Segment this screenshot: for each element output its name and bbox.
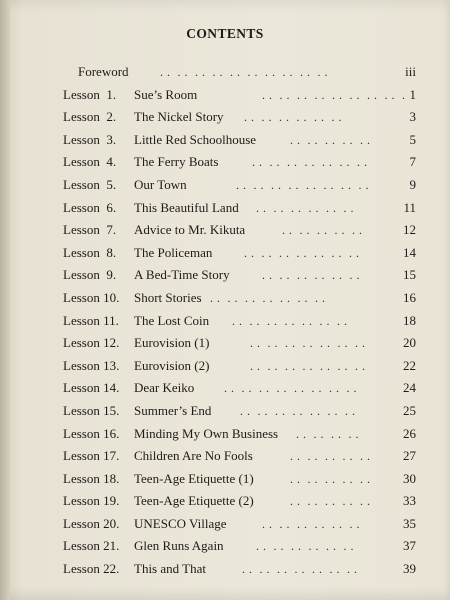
toc-entry-lesson bbox=[0, 151, 450, 174]
lesson-title: Children Are No Fools bbox=[134, 448, 253, 464]
dot-leader: . . . . . . . . . . . . bbox=[244, 110, 342, 125]
lesson-number: Lesson 19. bbox=[63, 493, 120, 509]
dot-leader: . . . . . . . . . . bbox=[290, 132, 371, 147]
lesson-title: Teen-Age Etiquette (2) bbox=[134, 493, 254, 509]
dot-leader: . . . . . . . . . . . . . . . . bbox=[224, 381, 357, 396]
page-number: 5 bbox=[409, 131, 416, 147]
page-number: 15 bbox=[403, 267, 416, 283]
lesson-number: Lesson 5. bbox=[63, 176, 117, 192]
toc-entry-lesson bbox=[0, 310, 450, 333]
dot-leader: . . . . . . . . bbox=[296, 426, 359, 441]
page-number: 20 bbox=[403, 335, 416, 351]
toc-entry-lesson bbox=[0, 355, 450, 378]
toc-entry-lesson bbox=[0, 264, 450, 287]
page-number: 1 bbox=[409, 86, 416, 102]
page-number: 25 bbox=[403, 402, 416, 418]
lesson-title: Eurovision (1) bbox=[134, 335, 210, 351]
lesson-title: The Ferry Boats bbox=[134, 154, 219, 170]
lesson-number: Lesson 7. bbox=[63, 222, 117, 238]
dot-leader: . . . . . . . . . . . . . . bbox=[242, 562, 358, 577]
page-number: 22 bbox=[403, 357, 416, 373]
lesson-number: Lesson 11. bbox=[63, 312, 119, 328]
page-number: 9 bbox=[409, 176, 416, 192]
dot-leader: . . . . . . . . . . . . . . . . bbox=[236, 177, 369, 192]
lesson-title: This and That bbox=[134, 561, 206, 577]
lesson-title: Glen Runs Again bbox=[134, 538, 224, 554]
page-number: 26 bbox=[403, 425, 416, 441]
lesson-number: Lesson 20. bbox=[63, 515, 120, 531]
lesson-title: Short Stories bbox=[134, 289, 202, 305]
lesson-number: Lesson 10. bbox=[63, 289, 120, 305]
lesson-title: UNESCO Village bbox=[134, 515, 227, 531]
dot-leader: . . . . . . . . . . bbox=[290, 494, 371, 509]
dot-leader: . . . . . . . . . . . . . . bbox=[252, 155, 368, 170]
lesson-number: Lesson 21. bbox=[63, 538, 120, 554]
lesson-number: Lesson 15. bbox=[63, 402, 120, 418]
page-number: 33 bbox=[403, 493, 416, 509]
lesson-number: Lesson 3. bbox=[63, 131, 117, 147]
dot-leader: . . . . . . . . . . . . . . bbox=[244, 245, 360, 260]
lesson-title: The Nickel Story bbox=[134, 109, 224, 125]
lesson-title: Minding My Own Business bbox=[134, 425, 279, 441]
toc-entry-lesson bbox=[0, 84, 450, 107]
lesson-title: Advice to Mr. Kikuta bbox=[134, 222, 246, 238]
lesson-number: Lesson 6. bbox=[63, 199, 117, 215]
lesson-title: Eurovision (2) bbox=[134, 357, 210, 373]
lesson-title: Little Red Schoolhouse bbox=[134, 131, 257, 147]
lesson-title: This Beautiful Land bbox=[134, 199, 239, 215]
lesson-number: Lesson 14. bbox=[63, 380, 120, 396]
lesson-number: Lesson 12. bbox=[63, 335, 120, 351]
table-of-contents bbox=[0, 61, 450, 581]
toc-entry-lesson bbox=[0, 242, 450, 265]
lesson-number: Lesson 22. bbox=[63, 561, 120, 577]
toc-entry-lesson bbox=[0, 513, 450, 536]
lesson-number: Lesson 13. bbox=[63, 357, 120, 373]
contents-heading: CONTENTS bbox=[186, 26, 264, 41]
lesson-title: Summer’s End bbox=[134, 402, 212, 418]
lesson-title: The Policeman bbox=[134, 244, 213, 260]
dot-leader: . . . . . . . . . . bbox=[282, 223, 363, 238]
dot-leader: . . . . . . . . . . . . . . bbox=[232, 313, 348, 328]
toc-entry-lesson bbox=[0, 219, 450, 242]
dot-leader: . . . . . . . . . . bbox=[290, 471, 371, 486]
lesson-title: Our Town bbox=[134, 176, 187, 192]
toc-entry-lesson bbox=[0, 400, 450, 423]
page-number: 7 bbox=[409, 154, 416, 170]
lesson-number: Lesson 16. bbox=[63, 425, 120, 441]
page-number: 3 bbox=[409, 109, 416, 125]
toc-entry-lesson bbox=[0, 287, 450, 310]
foreword-label: Foreword bbox=[78, 64, 129, 79]
toc-entry-lesson bbox=[0, 129, 450, 152]
lesson-number: Lesson 8. bbox=[63, 244, 117, 260]
page-number: 12 bbox=[403, 222, 416, 238]
toc-entry-foreword bbox=[0, 61, 450, 84]
toc-entry-lesson bbox=[0, 558, 450, 581]
lesson-number: Lesson 17. bbox=[63, 448, 120, 464]
toc-entry-lesson bbox=[0, 106, 450, 129]
page-number: 35 bbox=[403, 515, 416, 531]
page-number: 11 bbox=[403, 199, 416, 215]
dot-leader: . . . . . . . . . . . . . . . . . . . . bbox=[160, 65, 328, 79]
dot-leader: . . . . . . . . . . . . . . . . . bbox=[262, 87, 406, 102]
page-number: 39 bbox=[403, 561, 416, 577]
page-number: 30 bbox=[403, 470, 416, 486]
lesson-number: Lesson 2. bbox=[63, 109, 117, 125]
toc-entry-lesson bbox=[0, 174, 450, 197]
toc-entry-lesson bbox=[0, 332, 450, 355]
toc-entry-lesson bbox=[0, 197, 450, 220]
lesson-number: Lesson 18. bbox=[63, 470, 120, 486]
dot-leader: . . . . . . . . . . . . . . bbox=[250, 336, 366, 351]
page-number: iii bbox=[405, 64, 416, 79]
lesson-number: Lesson 9. bbox=[63, 267, 117, 283]
page-number: 24 bbox=[403, 380, 416, 396]
toc-entry-lesson bbox=[0, 445, 450, 468]
page-number: 37 bbox=[403, 538, 416, 554]
lesson-number: Lesson 1. bbox=[63, 86, 117, 102]
toc-entry-lesson bbox=[0, 468, 450, 491]
lesson-title: A Bed-Time Story bbox=[134, 267, 230, 283]
toc-entry-lesson bbox=[0, 423, 450, 446]
lesson-title: The Lost Coin bbox=[134, 312, 210, 328]
dot-leader: . . . . . . . . . . bbox=[290, 449, 371, 464]
page-number: 18 bbox=[403, 312, 416, 328]
dot-leader: . . . . . . . . . . . . . . bbox=[210, 290, 326, 305]
toc-entry-lesson bbox=[0, 535, 450, 558]
dot-leader: . . . . . . . . . . . . bbox=[256, 539, 354, 554]
dot-leader: . . . . . . . . . . . . bbox=[256, 200, 354, 215]
dot-leader: . . . . . . . . . . . . bbox=[262, 516, 360, 531]
dot-leader: . . . . . . . . . . . . . . bbox=[240, 403, 356, 418]
toc-entry-lesson bbox=[0, 490, 450, 513]
lesson-title: Sue’s Room bbox=[134, 86, 198, 102]
dot-leader: . . . . . . . . . . . . . . bbox=[250, 358, 366, 373]
dot-leader: . . . . . . . . . . . . bbox=[262, 268, 360, 283]
lesson-number: Lesson 4. bbox=[63, 154, 117, 170]
lesson-title: Teen-Age Etiquette (1) bbox=[134, 470, 254, 486]
page-number: 27 bbox=[403, 448, 416, 464]
page-number: 14 bbox=[403, 244, 416, 260]
toc-entry-lesson bbox=[0, 377, 450, 400]
page-number: 16 bbox=[403, 289, 416, 305]
lesson-title: Dear Keiko bbox=[134, 380, 195, 396]
